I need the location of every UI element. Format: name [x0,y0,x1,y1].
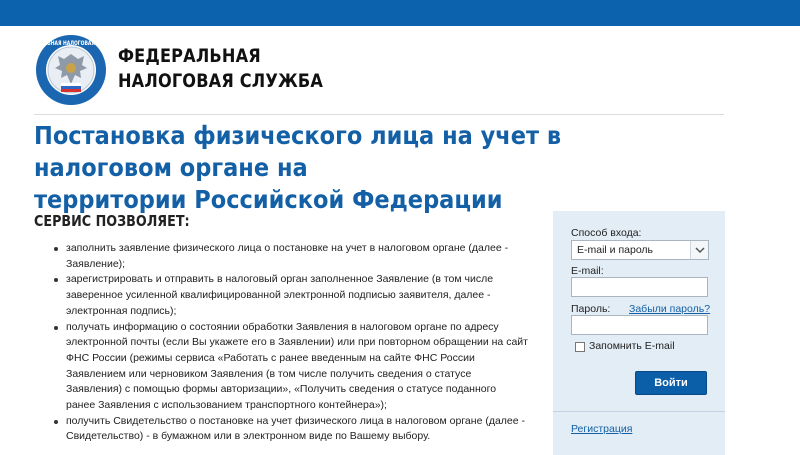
service-heading: СЕРВИС ПОЗВОЛЯЕТ: [34,212,190,230]
site-header [22,34,724,114]
header-divider [34,114,724,115]
list-item-text: заполнить заявление физического лица о постановке на учет в налоговом органе (далее - Заявление); [66,242,509,270]
page-title-line-2: территории Российской Федерации [34,185,503,214]
login-method-select[interactable] [571,240,709,260]
bullet-icon [54,278,58,282]
brand-name[interactable] [118,44,323,94]
remember-email-label: Запомнить E-mail [589,340,675,352]
emblem-text: ФЕДЕРАЛЬНАЯ НАЛОГОВАЯ СЛУЖБА [22,40,120,48]
list-item [52,241,528,272]
remember-email-checkbox[interactable] [575,342,585,352]
brand-line-2: НАЛОГОВАЯ СЛУЖБА [118,70,324,92]
fns-logo[interactable] [22,34,120,106]
page-title-line-1: Постановка физического лица на учет в налоговом органе на [34,121,562,182]
bullet-icon [54,247,58,251]
list-item-text: зарегистрировать и отправить в налоговый орган заполненное Заявление (в том числе заверенное усиленной квалифицированной электронной подписью заявителя, далее - электронная подпись); [66,273,494,317]
top-bar [0,0,800,26]
register-link[interactable]: Регистрация [571,423,633,435]
forgot-password-link[interactable]: Забыли пароль? [629,303,711,315]
bullet-icon [54,420,58,424]
password-label: Пароль: [571,303,611,315]
list-item-text: получить Свидетельство о постановке на учет физического лица в налоговом органе (далее - Свидетельство) - в бумажном или в электронном виде по Вашему выбору. [66,414,526,443]
list-item [52,320,528,414]
email-field[interactable] [571,277,708,297]
service-feature-list [52,241,528,445]
list-item [52,272,528,319]
password-field[interactable] [571,315,708,335]
login-panel [553,211,725,455]
chevron-down-icon[interactable] [690,241,708,259]
brand-line-1: ФЕДЕРАЛЬНАЯ [118,45,261,67]
email-label: E-mail: [571,265,604,277]
bullet-icon [54,326,58,330]
list-item-text: получать информацию о состоянии обработки Заявления в налоговом органе по адресу электронной почты (если Вы укажете его в Заявлении) или при повторном обращении на сайт ФНС России (режимы сервиса «Работать с ранее введенным на сайте ФНС России Заявлением или черновиком Заявления (в том числе получить сведения о статусе Заявления) с помощью формы авторизации», «Получить сведения о статусе поданного ранее Заявления с использованием транспортного контейнера»); [66,320,528,412]
list-item [52,414,528,445]
login-button[interactable]: Войти [635,371,707,395]
login-method-label: Способ входа: [571,227,642,239]
register-divider [553,411,725,412]
page-title [34,120,682,216]
login-method-value: E-mail и пароль [577,244,654,256]
